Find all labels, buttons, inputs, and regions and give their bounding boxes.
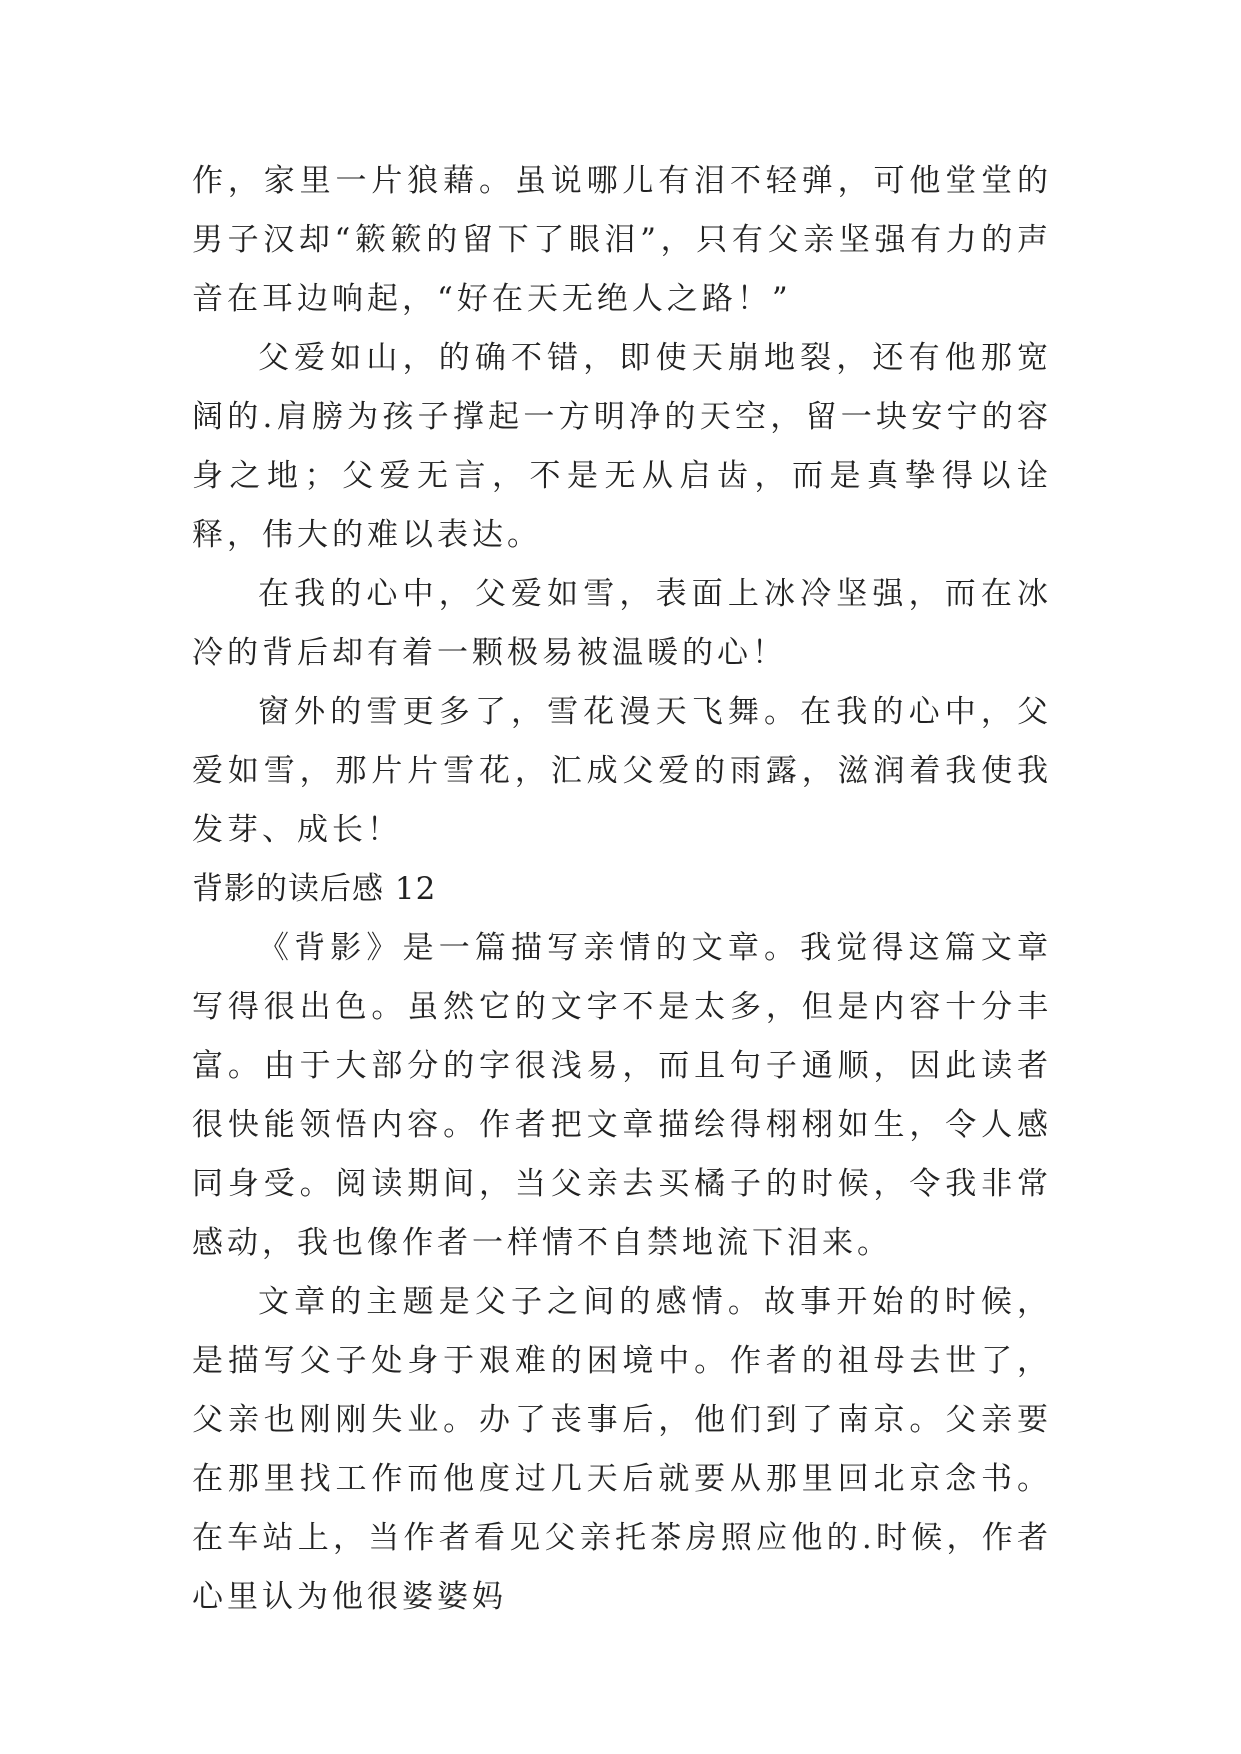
paragraph: 作，家里一片狼藉。虽说哪儿有泪不轻弹，可他堂堂的男子汉却“簌簌的留下了眼泪”，只有父亲坚强有力的声音在耳边响起，“好在天无绝人之路！” [192, 163, 1052, 317]
document-body [192, 152, 1052, 1627]
section-heading: 背影的读后感 12 [192, 871, 437, 907]
paragraph: 窗外的雪更多了，雪花漫天飞舞。在我的心中，父爱如雪，那片片雪花，汇成父爱的雨露，滋润着我使我发芽、成长！ [192, 694, 1052, 848]
paragraph: 文章的主题是父子之间的感情。故事开始的时候，是描写父子处身于艰难的困境中。作者的祖母去世了，父亲也刚刚失业。办了丧事后，他们到了南京。父亲要在那里找工作而他度过几天后就要从那里回北京念书。在车站上，当作者看见父亲托茶房照应他的.时候，作者心里认为他很婆婆妈 [192, 1284, 1052, 1615]
paragraph: 父爱如山，的确不错，即使天崩地裂，还有他那宽阔的.肩膀为孩子撑起一方明净的天空，留一块安宁的容身之地；父爱无言，不是无从启齿，而是真挚得以诠释，伟大的难以表达。 [192, 340, 1052, 553]
paragraph: 在我的心中，父爱如雪，表面上冰冷坚强，而在冰冷的背后却有着一颗极易被温暖的心！ [192, 576, 1052, 671]
paragraph: 《背影》是一篇描写亲情的文章。我觉得这篇文章写得很出色。虽然它的文字不是太多，但是内容十分丰富。由于大部分的字很浅易，而且句子通顺，因此读者很快能领悟内容。作者把文章描绘得栩栩如生，令人感同身受。阅读期间，当父亲去买橘子的时候，令我非常感动，我也像作者一样情不自禁地流下泪来。 [192, 930, 1052, 1261]
